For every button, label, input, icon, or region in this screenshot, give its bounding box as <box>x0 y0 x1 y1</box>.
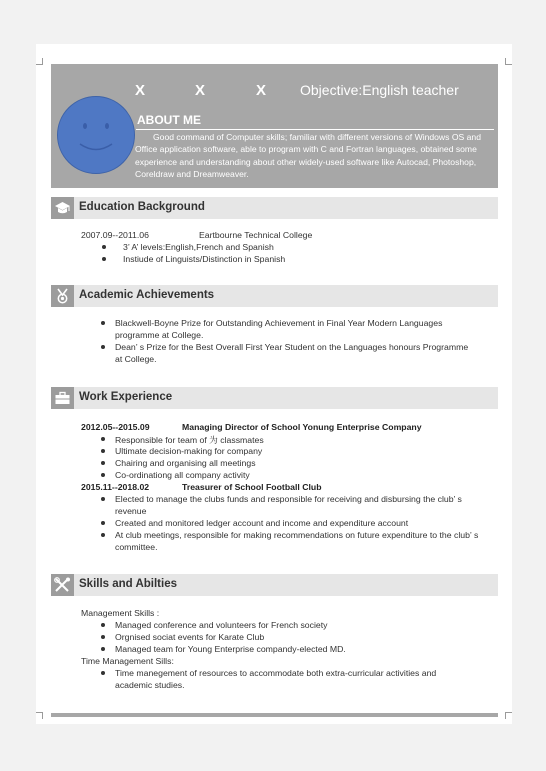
objective: Objective:English teacher <box>300 82 459 98</box>
education-school: Eartbourne Technical College <box>199 230 313 240</box>
bullet <box>101 321 105 325</box>
bullet <box>101 449 105 453</box>
bullet <box>101 497 105 501</box>
name-letter: X <box>195 82 206 99</box>
list-item: Managed conference and volunteers for French society <box>115 620 328 630</box>
crop-mark <box>36 712 43 719</box>
avatar <box>57 96 135 174</box>
about-text: Good command of Computer skills; familiar with different versions of Windows OS and Office application software, able to program with C and Fortran languages, obtained some experience and understanding about other widely-used software like Autocad, Photoshop, Coreldraw and Dreamweaver. <box>135 132 481 179</box>
job-role: Managing Director of School Yonung Enterprise Company <box>182 422 422 432</box>
academic-icon-box <box>51 285 74 307</box>
bullet <box>101 623 105 627</box>
list-item: Ultimate decision-making for company <box>115 446 263 456</box>
bullet <box>102 245 106 249</box>
graduation-cap-icon <box>54 200 71 216</box>
skill-group-heading: Time Management Sills: <box>81 656 174 666</box>
crop-mark <box>505 712 512 719</box>
bullet <box>102 257 106 261</box>
job-date: 2012.05--2015.09 <box>81 422 150 432</box>
smiley-face-icon <box>58 97 134 173</box>
list-item: Responsible for team of 为 classmates <box>115 435 264 445</box>
bullet <box>101 473 105 477</box>
bullet <box>101 647 105 651</box>
list-item: Chairing and organising all meetings <box>115 458 256 468</box>
bullet <box>101 635 105 639</box>
job-role: Treasurer of School Football Club <box>182 482 322 492</box>
list-item: Time manegement of resources to accommodate both extra-curricular activities and academic studies. <box>115 668 437 690</box>
about-divider <box>136 129 494 130</box>
bullet <box>101 533 105 537</box>
list-item: Co-ordinationg all company activity <box>115 470 250 480</box>
work-icon-box <box>51 387 74 409</box>
crop-mark <box>505 58 512 65</box>
briefcase-icon <box>54 390 71 406</box>
skills-icon-box <box>51 574 74 596</box>
tools-icon <box>54 577 71 593</box>
award-medal-icon <box>54 288 71 304</box>
about-title: ABOUT ME <box>137 113 201 127</box>
footer-bar <box>51 713 498 717</box>
bullet <box>101 461 105 465</box>
name-letter: X <box>135 82 146 99</box>
list-item: Blackwell-Boyne Prize for Outstanding Achievement in Final Year Modern Languages programme at College. <box>115 318 443 340</box>
list-item: Instiude of Linguists/Distinction in Spanish <box>123 254 286 264</box>
crop-mark <box>36 58 43 65</box>
list-item: Elected to manage the clubs funds and responsible for receiving and disbursing the club’ s revenue <box>115 494 462 516</box>
education-title: Education Background <box>79 201 205 213</box>
education-date: 2007.09--2011.06 <box>81 230 149 240</box>
bullet <box>101 437 105 441</box>
skills-title: Skills and Abilties <box>79 578 177 590</box>
list-item: Created and monitored ledger account and income and expenditure account <box>115 518 409 528</box>
work-title: Work Experience <box>79 391 173 403</box>
education-icon-box <box>51 197 74 219</box>
academic-title: Academic Achievements <box>79 289 215 301</box>
list-item: At club meetings, responsible for making recommendations on future expenditure to the club’ s committee. <box>115 530 479 552</box>
bullet <box>101 671 105 675</box>
bullet <box>101 521 105 525</box>
list-item: Orgnised sociat events for Karate Club <box>115 632 265 642</box>
skill-group-heading: Management Skills : <box>81 608 160 618</box>
list-item: 3’ A’ levels:English,French and Spanish <box>123 242 274 252</box>
list-item: Managed team for Young Enterprise compandy-elected MD. <box>115 644 346 654</box>
bullet <box>101 345 105 349</box>
job-date: 2015.11--2018.02 <box>81 482 150 492</box>
name-letter: X <box>256 82 267 99</box>
list-item: Dean’ s Prize for the Best Overall First Year Student on the Languages honours Programme at College. <box>115 342 469 364</box>
